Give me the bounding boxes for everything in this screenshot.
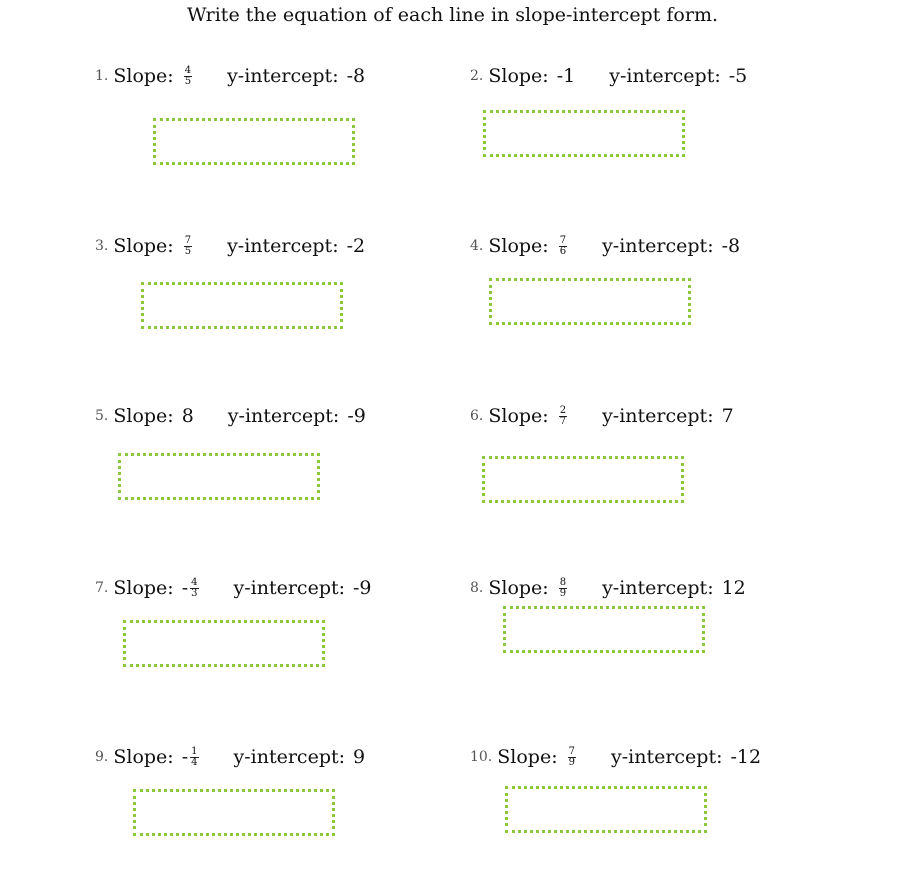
y-intercept-label: y-intercept: [227,65,339,87]
answer-box-4[interactable] [489,278,691,325]
problem-5 [95,403,366,429]
problem-number: 3. [95,238,109,254]
slope-fraction [184,66,192,87]
slope-label: Slope: [113,746,174,768]
y-intercept-value: 9 [353,746,366,768]
problem-number: 1. [95,68,109,84]
problem-7 [95,575,372,601]
slope-label: Slope: [488,577,549,599]
slope-fraction [559,236,567,257]
problem-1 [95,63,365,89]
slope-numerator: 1 [191,745,198,757]
slope-numerator: 2 [559,404,567,416]
slope-denominator: 7 [559,415,567,427]
answer-box-2[interactable] [483,110,685,157]
answer-box-9[interactable] [133,789,335,836]
page-title: Write the equation of each line in slope-intercept form. [186,4,719,26]
slope-numerator: 4 [184,64,192,76]
slope [182,746,200,768]
problem-9 [95,744,365,770]
slope [182,405,194,427]
slope-numerator: 8 [559,576,567,588]
slope-fraction [190,578,198,599]
slope-numerator: 4 [191,576,198,588]
y-intercept-value: -9 [353,577,372,599]
answer-box-8[interactable] [503,606,705,653]
problem-number: 4. [470,238,484,254]
problem-number: 10. [470,749,493,765]
slope-denominator: 4 [191,756,198,768]
slope-fraction [559,578,567,599]
slope-fraction [568,747,576,768]
slope-label: Slope: [113,577,174,599]
answer-box-3[interactable] [141,282,343,329]
slope [182,577,200,599]
slope-fraction [190,747,198,768]
problem-number: 9. [95,749,109,765]
problem-4 [470,233,740,259]
problem-number: 6. [470,408,484,424]
slope-value: -1 [556,65,576,87]
slope-sign: - [181,577,189,599]
y-intercept-label: y-intercept: [233,746,346,768]
problem-number: 2. [470,68,484,84]
problem-number: 7. [95,580,109,596]
slope-denominator: 5 [184,75,192,87]
slope [182,236,193,257]
answer-box-6[interactable] [482,456,684,503]
y-intercept-value: -8 [721,235,741,257]
slope [557,578,568,599]
slope-value: 8 [181,405,194,427]
slope-label: Slope: [488,65,549,87]
slope-numerator: 7 [559,234,567,246]
answer-box-1[interactable] [153,118,355,165]
problem-2 [470,63,747,89]
y-intercept-label: y-intercept: [610,746,723,768]
slope-denominator: 3 [191,587,198,599]
slope-label: Slope: [113,405,174,427]
answer-box-7[interactable] [123,620,325,667]
problem-6 [470,403,734,429]
slope [557,406,568,427]
answer-box-10[interactable] [505,786,707,833]
y-intercept-label: y-intercept: [602,577,714,599]
slope-fraction [184,236,192,257]
y-intercept-label: y-intercept: [602,405,714,427]
slope-label: Slope: [488,405,549,427]
y-intercept-label: y-intercept: [227,235,339,257]
slope [566,747,577,768]
y-intercept-value: -8 [346,65,366,87]
slope-denominator: 6 [559,245,567,257]
slope [182,66,193,87]
slope-label: Slope: [113,65,174,87]
problem-number: 5. [95,408,109,424]
y-intercept-value: 12 [721,577,746,599]
slope-numerator: 7 [184,234,192,246]
y-intercept-value: 7 [721,405,734,427]
slope-label: Slope: [497,746,558,768]
slope-fraction [559,406,567,427]
y-intercept-label: y-intercept: [227,405,340,427]
slope-numerator: 7 [568,745,575,757]
y-intercept-label: y-intercept: [609,65,721,87]
problem-number: 8. [470,580,484,596]
slope-sign: - [181,746,189,768]
y-intercept-value: -12 [730,746,762,768]
slope-denominator: 9 [568,756,575,768]
slope-label: Slope: [488,235,549,257]
slope-denominator: 9 [559,587,567,599]
problem-10 [470,744,761,770]
y-intercept-value: -9 [347,405,366,427]
problem-8 [470,575,746,601]
slope [557,65,576,87]
y-intercept-label: y-intercept: [233,577,346,599]
slope-label: Slope: [113,235,174,257]
y-intercept-value: -5 [728,65,748,87]
y-intercept-label: y-intercept: [602,235,714,257]
y-intercept-value: -2 [346,235,366,257]
slope [557,236,568,257]
slope-denominator: 5 [184,245,192,257]
answer-box-5[interactable] [118,453,320,500]
problem-3 [95,233,365,259]
